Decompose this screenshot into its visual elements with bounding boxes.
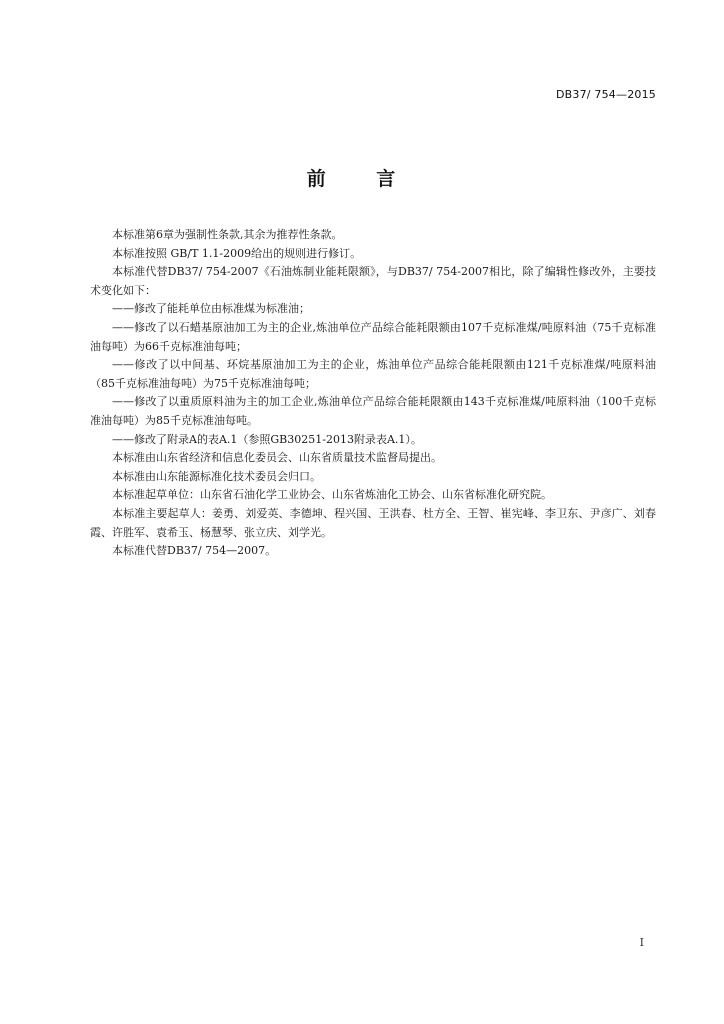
change-item: ——修改了以石蜡基原油加工为主的企业,炼油单位产品综合能耗限额由107千克标准煤/吨原料油（75千克标准油每吨）为66千克标准油每吨； — [90, 320, 656, 353]
change-item: ——修改了以重质原料油为主的加工企业,炼油单位产品综合能耗限额由143千克标准煤/吨原料油（100千克标准油每吨）为85千克标准油每吨。 — [90, 395, 656, 427]
page-title: 前 言 — [306, 168, 418, 190]
paragraph: 本标准第6章为强制性条款,其余为推荐性条款。 — [112, 228, 343, 241]
page-number: I — [639, 936, 644, 949]
paragraph: 本标准代替DB37/ 754—2007。 — [112, 544, 277, 558]
paragraph: 本标准按照 GB/T 1.1-2009给出的规则进行修订。 — [112, 246, 362, 260]
paragraph: 本标准由山东能源标准化技术委员会归口。 — [112, 469, 321, 483]
paragraph: 本标准由山东省经济和信息化委员会、山东省质量技术监督局提出。 — [112, 451, 442, 465]
paragraph: 本标准起草单位：山东省石油化学工业协会、山东省炼油化工协会、山东省标准化研究院。 — [112, 488, 552, 502]
paragraph: 本标准代替DB37/ 754-2007《石油炼制业能耗限额》，与DB37/ 754-2007相比，除了编辑性修改外，主要技术变化如下： — [90, 265, 656, 297]
change-item: ——修改了以中间基、环烷基原油加工为主的企业，炼油单位产品综合能耗限额由121千克标准煤/吨原料油（85千克标准油每吨）为75千克标准油每吨； — [90, 358, 656, 390]
paragraph: 本标准主要起草人：姜勇、刘爱英、李德坤、程兴国、王洪春、杜方全、王智、崔宪峰、李卫东、尹彦广、刘春霞、许胜军、袁希玉、杨慧琴、张立庆、刘学光。 — [90, 506, 656, 539]
document-code: DB37/ 754—2015 — [555, 88, 656, 101]
change-item: ——修改了附录A的表A.1（参照GB30251-2013附录表A.1）。 — [112, 432, 422, 446]
foreword-body — [90, 226, 656, 561]
change-item: ——修改了能耗单位由标准煤为标准油； — [112, 302, 310, 316]
